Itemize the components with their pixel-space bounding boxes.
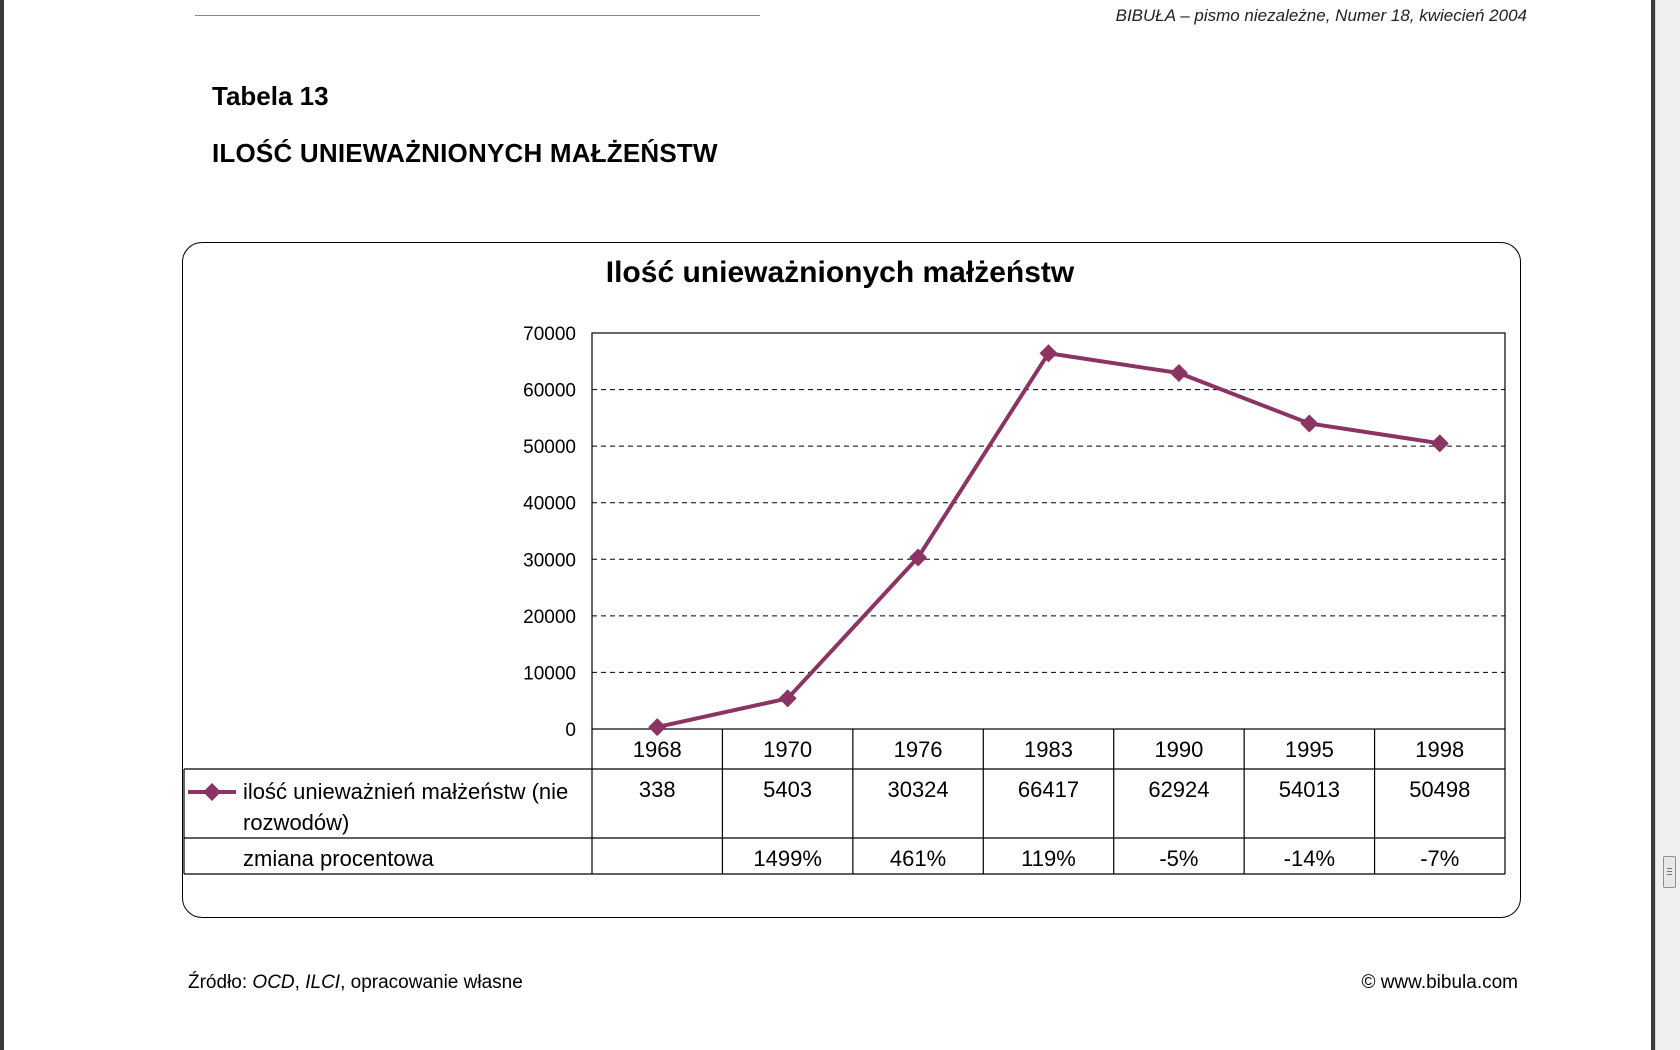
- chart-title-text: Ilość unieważnionych małżeństw: [605, 256, 1075, 289]
- data-point: [1300, 414, 1318, 432]
- legend-label: ilość unieważnień małżeństw (nie: [243, 779, 569, 804]
- percent-change-value: 1499%: [753, 846, 822, 871]
- data-point: [1170, 364, 1188, 382]
- y-tick-label: 30000: [523, 550, 576, 572]
- percent-change-value: 461%: [889, 846, 947, 871]
- legend-marker: [203, 783, 221, 801]
- data-table-value: 62924: [1148, 777, 1210, 802]
- y-tick-label: 0: [565, 720, 576, 741]
- percent-change-value: -14%: [1283, 846, 1336, 871]
- data-table-value: 5403: [763, 777, 813, 802]
- row-label: zmiana procentowa: [243, 846, 434, 871]
- x-tick-label: 1990: [1154, 737, 1204, 762]
- y-tick-label: 40000: [523, 493, 576, 515]
- y-tick-label: 20000: [523, 606, 576, 628]
- source-note: [188, 972, 523, 994]
- percent-change-value: -7%: [1420, 846, 1460, 871]
- source-prefix: Źródło:: [188, 972, 253, 993]
- y-tick-label: 70000: [523, 324, 576, 345]
- x-tick-label: 1983: [1024, 737, 1073, 762]
- source-suffix: , opracowanie własne: [340, 972, 523, 993]
- copyright-link[interactable]: © www.bibula.com: [1361, 972, 1518, 993]
- data-table-value: 54013: [1278, 777, 1340, 802]
- plot-area: [592, 333, 1505, 729]
- table-number: Tabela 13: [212, 81, 329, 111]
- y-tick-label: 60000: [523, 380, 576, 402]
- y-tick-label: 10000: [523, 663, 576, 685]
- data-table-value: 338: [638, 777, 676, 802]
- source-ilci: ILCI: [305, 972, 341, 993]
- source-separator: ,: [294, 972, 306, 993]
- publication-header: BIBUŁA – pismo niezależne, Numer 18, kwiecień 2004: [1115, 6, 1527, 25]
- data-table-value: 30324: [887, 777, 949, 802]
- x-tick-label: 1998: [1415, 737, 1465, 762]
- data-point: [648, 718, 666, 736]
- source-ocd: OCD: [252, 972, 295, 993]
- data-table-value: 66417: [1017, 777, 1080, 802]
- data-point: [1431, 434, 1449, 452]
- data-table-value: 50498: [1409, 777, 1471, 802]
- percent-change-value: -5%: [1159, 846, 1199, 871]
- y-tick-label: 50000: [523, 437, 576, 459]
- series-line: [657, 353, 1440, 727]
- legend-label: rozwodów): [243, 810, 350, 835]
- x-tick-label: 1976: [893, 737, 943, 762]
- x-tick-label: 1970: [763, 737, 813, 762]
- x-tick-label: 1968: [632, 737, 682, 762]
- table-title: ILOŚĆ UNIEWAŻNIONYCH MAŁŻEŃSTW: [212, 138, 718, 168]
- x-tick-label: 1995: [1284, 737, 1334, 762]
- percent-change-value: 119%: [1021, 846, 1076, 871]
